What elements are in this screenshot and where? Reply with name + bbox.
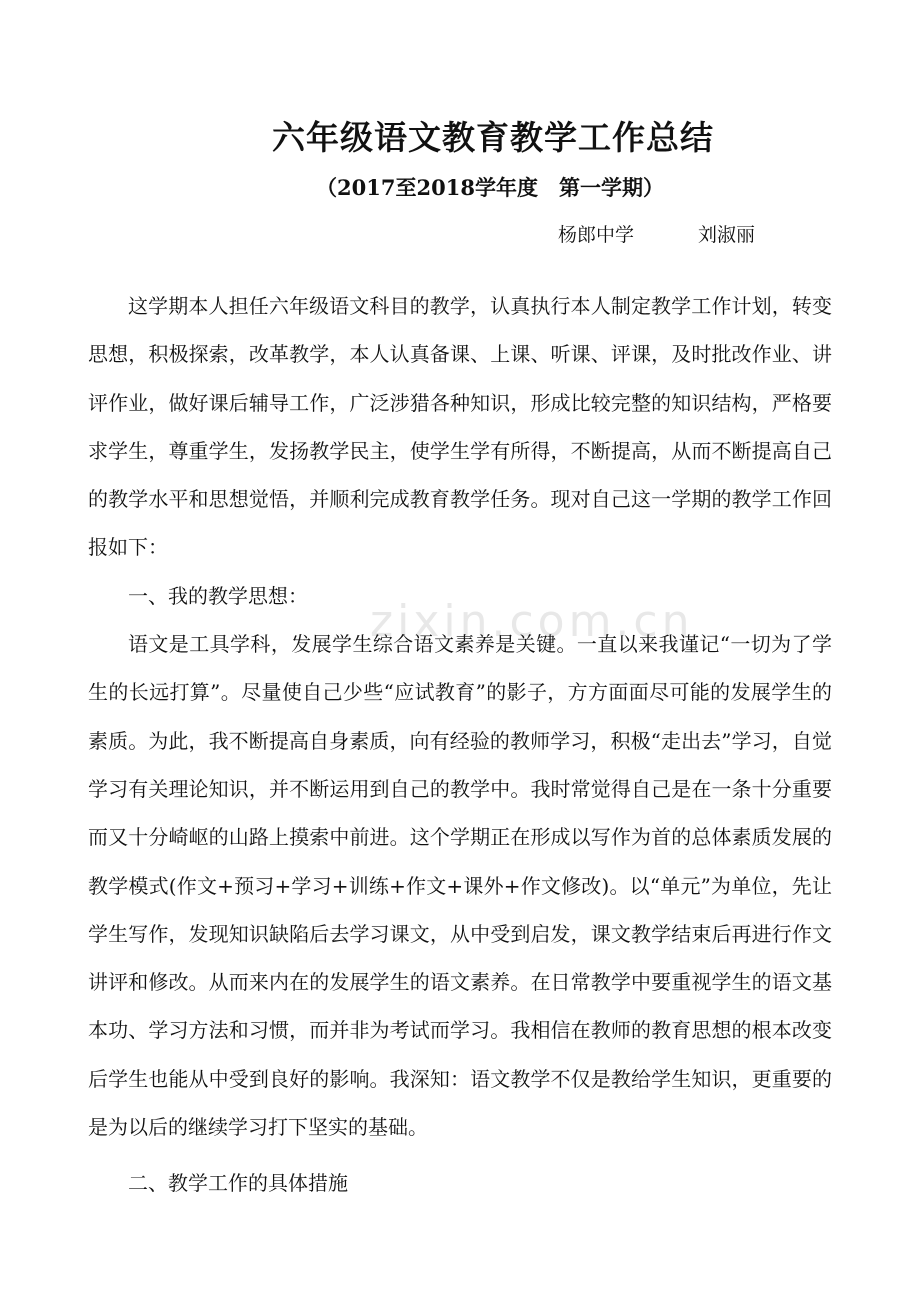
document-body: [88, 282, 832, 1208]
school-name: 杨郎中学: [558, 224, 635, 246]
section-heading-2: 二、教学工作的具体措施: [128, 1171, 348, 1196]
watermark: zixin.com.cn: [370, 596, 694, 647]
author-name: 刘淑丽: [698, 224, 756, 246]
section-heading-1: 一、我的教学思想：: [128, 583, 308, 608]
document-subtitle: （2017至2018学年度 第一学期）: [316, 175, 664, 200]
paragraph-teaching-philosophy: 语文是工具学科，发展学生综合语文素养是关键。一直以来我谨记“一切为了学生的长远打算”。尽量使自己少些“应试教育”的影子，方方面面尽可能的发展学生的素质。为此，我不断提高自身素质，向有经验的教师学习，积极“走出去”学习，自觉学习有关理论知识，并不断运用到自己的教学中。我时常觉得自己是在一条十分重要而又十分崎岖的山路上摸索中前进。这个学期正在形成以写作为首的总体素质发展的教学模式(作文+预习+学习+训练+作文+课外+作文修改)。以“单元”为单位，先让学生写作，发现知识缺陷后去学习课文，从中受到启发，课文教学结束后再进行作文讲评和修改。从而来内在的发展学生的语文素养。在日常教学中要重视学生的语文基本功、学习方法和习惯，而并非为考试而学习。我相信在教师的教育思想的根本改变后学生也能从中受到良好的影响。我深知：语文教学不仅是教给学生知识，更重要的是为以后的继续学习打下坚实的基础。: [88, 632, 832, 1140]
author-line: [558, 220, 755, 247]
paragraph-intro: 这学期本人担任六年级语文科目的教学，认真执行本人制定教学工作计划，转变思想，积极探索，改革教学，本人认真备课、上课、听课、评课，及时批改作业、讲评作业，做好课后辅导工作，广泛涉猎各种知识，形成比较完整的知识结构，严格要求学生，尊重学生，发扬教学民主，使学生学有所得，不断提高，从而不断提高自己的教学水平和思想觉悟，并顺利完成教育教学任务。现对自己这一学期的教学工作回报如下：: [88, 294, 832, 560]
document-title: 六年级语文教育教学工作总结: [272, 118, 714, 157]
